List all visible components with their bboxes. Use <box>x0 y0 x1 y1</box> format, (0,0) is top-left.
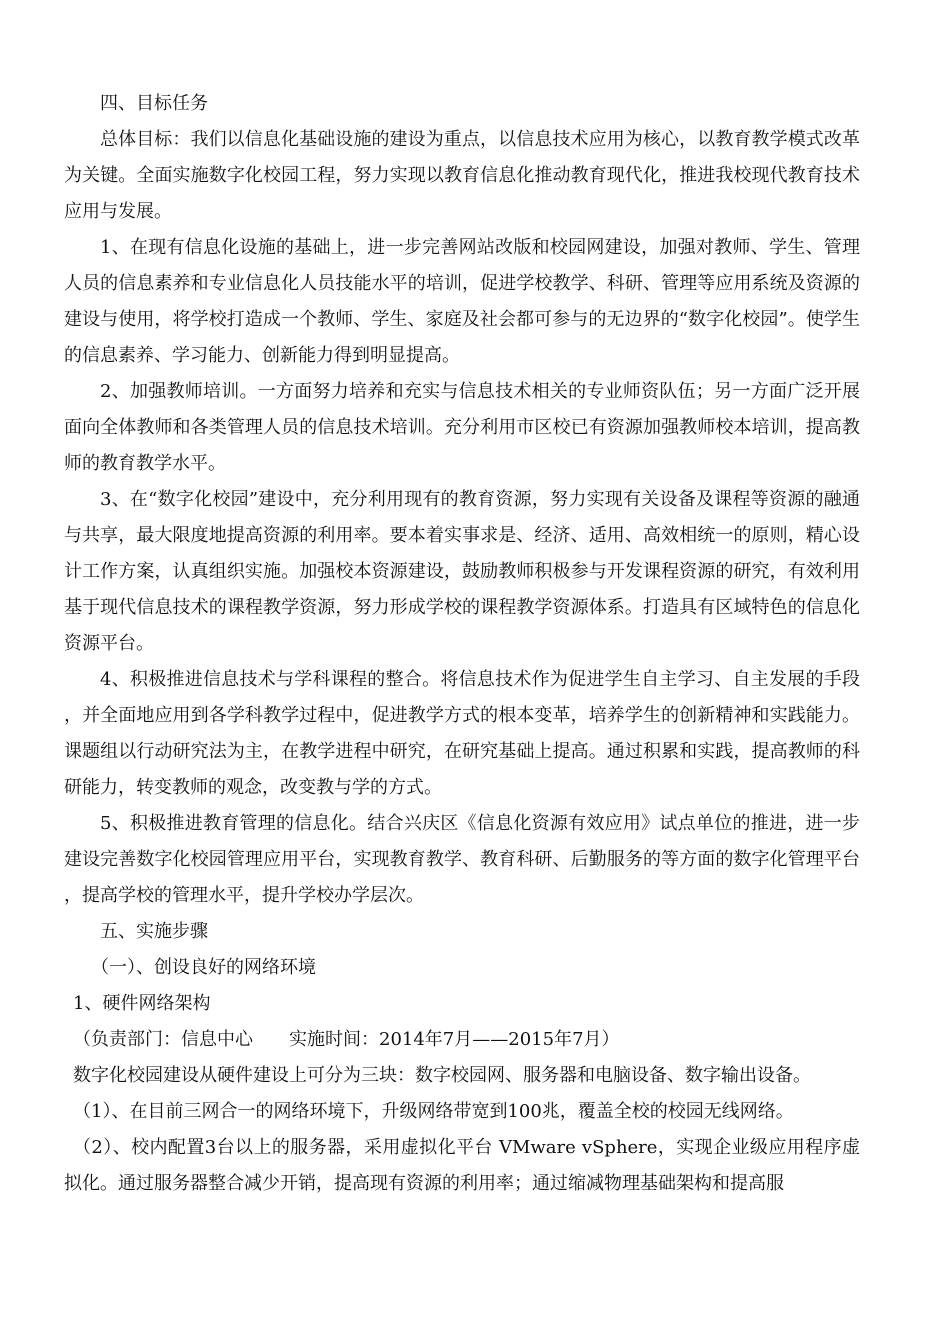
hardware-point-2: （2）、校内配置3台以上的服务器，采用虚拟化平台 VMware vSphere，实现企业级应用程序虚拟化。通过服务器整合减少开销，提高现有资源的利用率；通过缩减物理基础架构和提高服 <box>64 1137 860 1194</box>
overall-goal-paragraph: 总体目标：我们以信息化基础设施的建设为重点，以信息技术应用为核心，以教育教学模式改革为关键。全面实施数字化校园工程，努力实现以教育信息化推动教育现代化，推进我校现代教育技术应用与发展。 <box>64 129 860 222</box>
goal-item-3: 3、在“数字化校园”建设中，充分利用现有的教育资源，努力实现有关设备及课程等资源的融通与共享，最大限度地提高资源的利用率。要本着实事求是、经济、适用、高效相统一的原则，精心设计工作方案，认真组织实施。加强校本资源建设，鼓励教师积极参与开发课程资源的研究，有效利用基于现代信息技术的课程教学资源，努力形成学校的课程教学资源体系。打造具有区域特色的信息化资源平台。 <box>64 489 860 654</box>
subsection-heading-1: （一）、创设良好的网络环境 <box>91 957 316 978</box>
goal-item-5: 5、积极推进教育管理的信息化。结合兴庆区《信息化资源有效应用》试点单位的推进，进一步建设完善数字化校园管理应用平台，实现教育教学、教育科研、后勤服务的等方面的数字化管理平台，提高学校的管理水平，提升学校办学层次。 <box>64 813 860 906</box>
responsibility-meta: （负责部门：信息中心 实施时间：2014年7月——2015年7月） <box>73 1029 620 1050</box>
goal-item-2: 2、加强教师培训。一方面努力培养和充实与信息技术相关的专业师资队伍；另一方面广泛开展面向全体教师和各类管理人员的信息技术培训。充分利用市区校已有资源加强教师校本培训，提高教师的教育教学水平。 <box>64 381 860 474</box>
section-heading-4: 四、目标任务 <box>100 93 208 114</box>
goal-item-4: 4、积极推进信息技术与学科课程的整合。将信息技术作为促进学生自主学习、自主发展的手段，并全面地应用到各学科教学过程中，促进教学方式的根本变革，培养学生的创新精神和实践能力。课题组以行动研究法为主，在教学进程中研究，在研究基础上提高。通过积累和实践，提高教师的科研能力，转变教师的观念，改变教与学的方式。 <box>64 669 860 798</box>
hardware-heading: 1、硬件网络架构 <box>73 993 211 1014</box>
hardware-point-1: （1）、在目前三网合一的网络环境下，升级网络带宽到100兆，覆盖全校的校园无线网络。 <box>73 1101 794 1122</box>
document-page <box>64 86 860 1202</box>
goal-item-1: 1、在现有信息化设施的基础上，进一步完善网站改版和校园网建设，加强对教师、学生、管理人员的信息素养和专业信息化人员技能水平的培训，促进学校教学、科研、管理等应用系统及资源的建设与使用，将学校打造成一个教师、学生、家庭及社会都可参与的无边界的“数字化校园”。使学生的信息素养、学习能力、创新能力得到明显提高。 <box>64 237 860 366</box>
section-heading-5: 五、实施步骤 <box>100 921 208 942</box>
hardware-intro: 数字化校园建设从硬件建设上可分为三块：数字校园网、服务器和电脑设备、数字输出设备。 <box>73 1065 811 1086</box>
